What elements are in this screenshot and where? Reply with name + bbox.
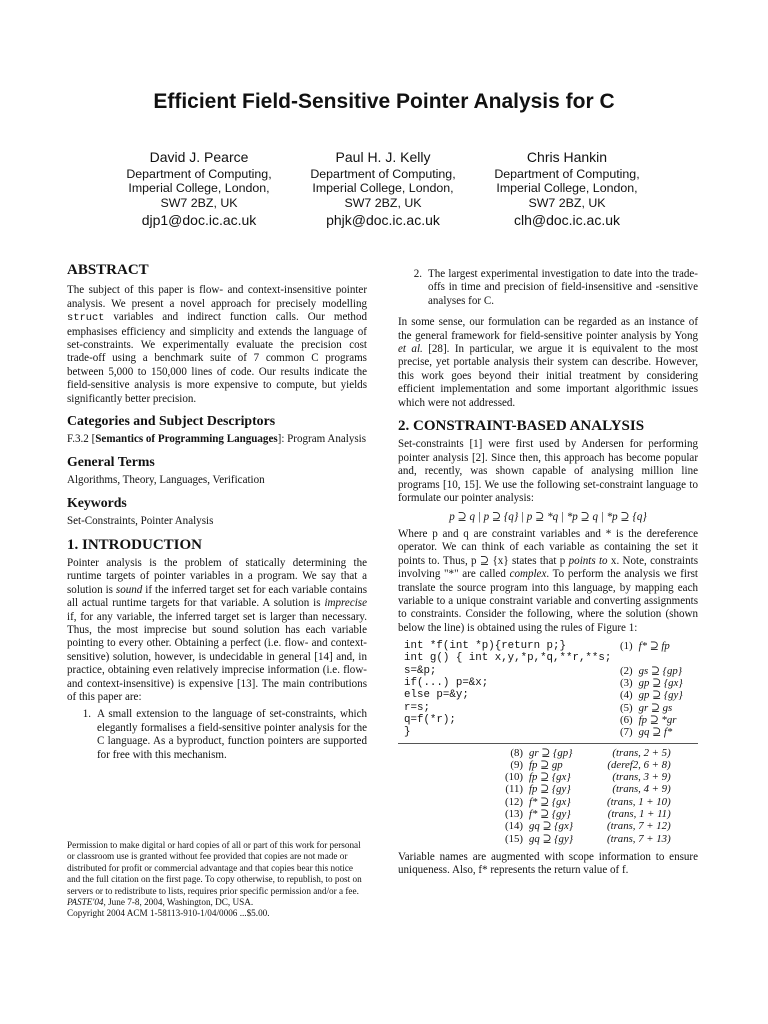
section2-heading: 2. CONSTRAINT-BASED ANALYSIS [398, 418, 645, 435]
solution-number: (9) [510, 758, 523, 771]
solution-expr: fp ⊇ gp [529, 758, 563, 771]
solution-row [502, 759, 674, 771]
categories-heading: Categories and Subject Descriptors [67, 413, 276, 429]
solution-row [502, 771, 674, 783]
solution-expr: f* ⊇ {gy} [529, 808, 571, 821]
constraint-number [617, 652, 636, 664]
code-row [398, 677, 686, 689]
solution-rule: (trans, 7 + 12) [607, 820, 671, 833]
constraint-grammar: p ⊇ q | p ⊇ {q} | p ⊇ *q | *p ⊇ q | *p ⊇ {q} [449, 510, 647, 523]
solution-rule: (trans, 1 + 10) [607, 795, 671, 808]
intro-heading: 1. INTRODUCTION [67, 536, 203, 553]
constraint-number: (3) [620, 677, 633, 690]
constraint-expr: gs ⊇ {gp} [638, 664, 683, 677]
code-line: int g() { int x,y,*p,*q,**r,**s; [404, 652, 612, 665]
author-inst: Imperial College, London, [312, 181, 454, 196]
solution-row [502, 796, 674, 808]
code-row [398, 665, 686, 677]
intro-paragraph: Pointer analysis is the problem of statically determining the runtime targets of pointer variables in a program. We say that a solution is sound if the inferred target set for each variable contains all actual runtime targets for that variable. A solution is imprecise if, for any variable, the inferred target set is larger than necessary. Thus, the most imprecise but sound solution has each variable pointing to every other. Obtaining a perfect (i.e. flow- and context-sensitive) solution, however, is undecidable in general [14] and, in practice, obtaining even relatively imprecise information (i.e. flow- and context-insensitive) is expensive [13]. The main contributions of this paper are: [67, 556, 367, 703]
code-line: int *f(int *p){return p;} [404, 640, 566, 653]
solution-row [502, 808, 674, 820]
constraint-number: (1) [620, 640, 633, 653]
solution-expr: fp ⊇ {gy} [529, 783, 571, 796]
constraint-number: (4) [620, 689, 633, 702]
categories-text: F.3.2 [Semantics of Programming Languages]: Program Analysis [67, 433, 367, 446]
author-dept: Department of Computing, [310, 166, 456, 181]
solution-expr: fp ⊇ {gx} [529, 771, 571, 784]
abstract-text: The subject of this paper is flow- and context-insensitive pointer analysis. We present a novel approach for precisely modelling struct variables and indirect function calls. Our method emphasises efficiency and simplicity and extends the language of set-constraints. We experimentally evaluate the precision cost trade-off using a benchmark suite of 7 common C programs between 5,000 to 150,000 lines of code. Our results indicate the field-sensitive analysis is more expensive to compute, but yields significantly better precision. [67, 284, 367, 405]
code-line: else p=&y; [404, 689, 469, 702]
keywords-text: Set-Constraints, Pointer Analysis [67, 515, 214, 528]
author-addr: SW7 2BZ, UK [160, 195, 238, 210]
yong-paragraph: In some sense, our formulation can be regarded as an instance of the general framework for field-sensitive pointer analysis by Yong et al. [28]. In particular, we argue it is equivalent to the most precise, yet portable analysis their system can describe. However, this work goes beyond their initial treatment by considering efficient implementation and some important algorithmic issues which were not addressed. [398, 316, 698, 409]
constraint-expr: gr ⊇ gs [638, 701, 673, 714]
solution-rule: (trans, 7 + 13) [607, 832, 671, 845]
author-inst: Imperial College, London, [496, 181, 638, 196]
solution-rule: (trans, 4 + 9) [612, 783, 671, 796]
code-row [398, 726, 686, 738]
constraint-expr: gp ⊇ {gx} [638, 677, 683, 690]
contribution-item: 1. A small extension to the language of set-constraints, which elegantly formalises a field-sensitive pointer analysis for the C language. As a byproduct, function pointers are supported for free with this mechanism. [82, 708, 367, 761]
general-terms-heading: General Terms [67, 453, 155, 469]
general-terms-text: Algorithms, Theory, Languages, Verification [67, 474, 265, 487]
author-block [278, 150, 488, 228]
solution-table [502, 747, 674, 845]
author-email: phjk@doc.ic.ac.uk [326, 212, 440, 229]
paper-title: Efficient Field-Sensitive Pointer Analysis for C [153, 90, 615, 113]
solution-expr: gq ⊇ {gy} [529, 832, 574, 845]
code-line: } [404, 726, 411, 739]
solution-rule: (trans, 3 + 9) [612, 771, 671, 784]
code-row [398, 714, 686, 726]
solution-number: (14) [505, 820, 523, 833]
code-line: q=f(*r); [404, 713, 456, 726]
contribution-item: 2. The largest experimental investigation to date into the trade-offs in time and precision of field-insensitive and -sensitive analyses for C. [413, 268, 698, 307]
author-email: clh@doc.ic.ac.uk [513, 212, 621, 229]
solution-divider [398, 743, 698, 744]
author-block [94, 150, 304, 228]
author-email: djp1@doc.ic.ac.uk [141, 212, 257, 229]
author-dept: Department of Computing, [494, 166, 640, 181]
author-inst: Imperial College, London, [128, 181, 270, 196]
constraint-expr: gq ⊇ f* [638, 726, 673, 739]
constraint-number: (5) [620, 701, 633, 714]
code-row [398, 652, 686, 664]
solution-rule: (deref2, 6 + 8) [607, 758, 671, 771]
constraint-expr: gp ⊇ {gy} [638, 689, 683, 702]
code-constraints-table [398, 640, 686, 738]
code-row [398, 640, 686, 652]
author-addr: SW7 2BZ, UK [344, 195, 422, 210]
code-line: if(...) p=&x; [404, 677, 489, 690]
permission-notice: Permission to make digital or hard copies of all or part of this work for personal or classroom use is granted without fee provided that copies are not made or distributed for profit or commercial advantage and that copies bear this notice and the full citation on the first page. To copy otherwise, to republish, to post on servers or to redistribute to lists, requires prior specific permission and/or a fee. PASTE'04, June 7-8, 2004, Washington, DC, USA. Copyright 2004 ACM 1-58113-910-1/04/0006 ...$5.00. [67, 840, 362, 919]
constraint-expr: f* ⊇ fp [638, 640, 670, 653]
code-row [398, 702, 686, 714]
keywords-heading: Keywords [67, 494, 127, 510]
solution-number: (10) [505, 771, 523, 784]
constraint-number: (7) [620, 726, 633, 739]
scope-paragraph: Variable names are augmented with scope information to ensure uniqueness. Also, f* represents the return value of f. [398, 850, 698, 877]
constraint-expr: fp ⊇ *gr [638, 713, 677, 726]
setconstraint-paragraph: Set-constraints [1] were first used by Andersen for performing pointer analysis [2]. Since then, this approach has become popular and, recently, was shown capable of analysing million line programs [10, 15]. We use the following set-constraint language to formulate our pointer analysis: [398, 438, 698, 505]
code-row [398, 689, 686, 701]
author-name: Paul H. J. Kelly [335, 149, 431, 165]
solution-number: (11) [505, 783, 523, 796]
author-addr: SW7 2BZ, UK [528, 195, 606, 210]
solution-rule: (trans, 1 + 11) [607, 808, 671, 821]
constraint-number: (2) [620, 664, 633, 677]
author-block [462, 150, 672, 228]
solution-expr: f* ⊇ {gx} [529, 795, 571, 808]
solution-rule: (trans, 2 + 5) [612, 746, 671, 759]
solution-expr: gr ⊇ {gp} [529, 746, 573, 759]
code-line: r=s; [404, 701, 430, 714]
solution-number: (8) [510, 746, 523, 759]
solution-row [502, 783, 674, 795]
solution-number: (13) [505, 808, 523, 821]
solution-row [502, 747, 674, 759]
solution-row [502, 820, 674, 832]
deref-paragraph: Where p and q are constraint variables and * is the dereference operator. We can think of each variable as containing the set it points to. Thus, p ⊇ {x} states that p points to x. Note, constraints involving "*" are called complex. To perform the analysis we first translate the source program into this language, by mapping each variable to a unique constraint variable and converting assignments to constraints. Consider the following, where the solution (shown below the line) is obtained using the rules of Figure 1: [398, 527, 698, 634]
author-dept: Department of Computing, [126, 166, 272, 181]
left-column [67, 264, 367, 762]
abstract-heading: ABSTRACT [67, 262, 149, 278]
author-name: David J. Pearce [149, 149, 249, 165]
solution-number: (12) [505, 795, 523, 808]
solution-expr: gq ⊇ {gx} [529, 820, 574, 833]
author-name: Chris Hankin [526, 149, 608, 165]
right-column [398, 268, 698, 878]
solution-row [502, 833, 674, 845]
constraint-expr [636, 652, 686, 664]
solution-number: (15) [505, 832, 523, 845]
constraint-number: (6) [620, 713, 633, 726]
code-line: s=&p; [404, 664, 437, 677]
